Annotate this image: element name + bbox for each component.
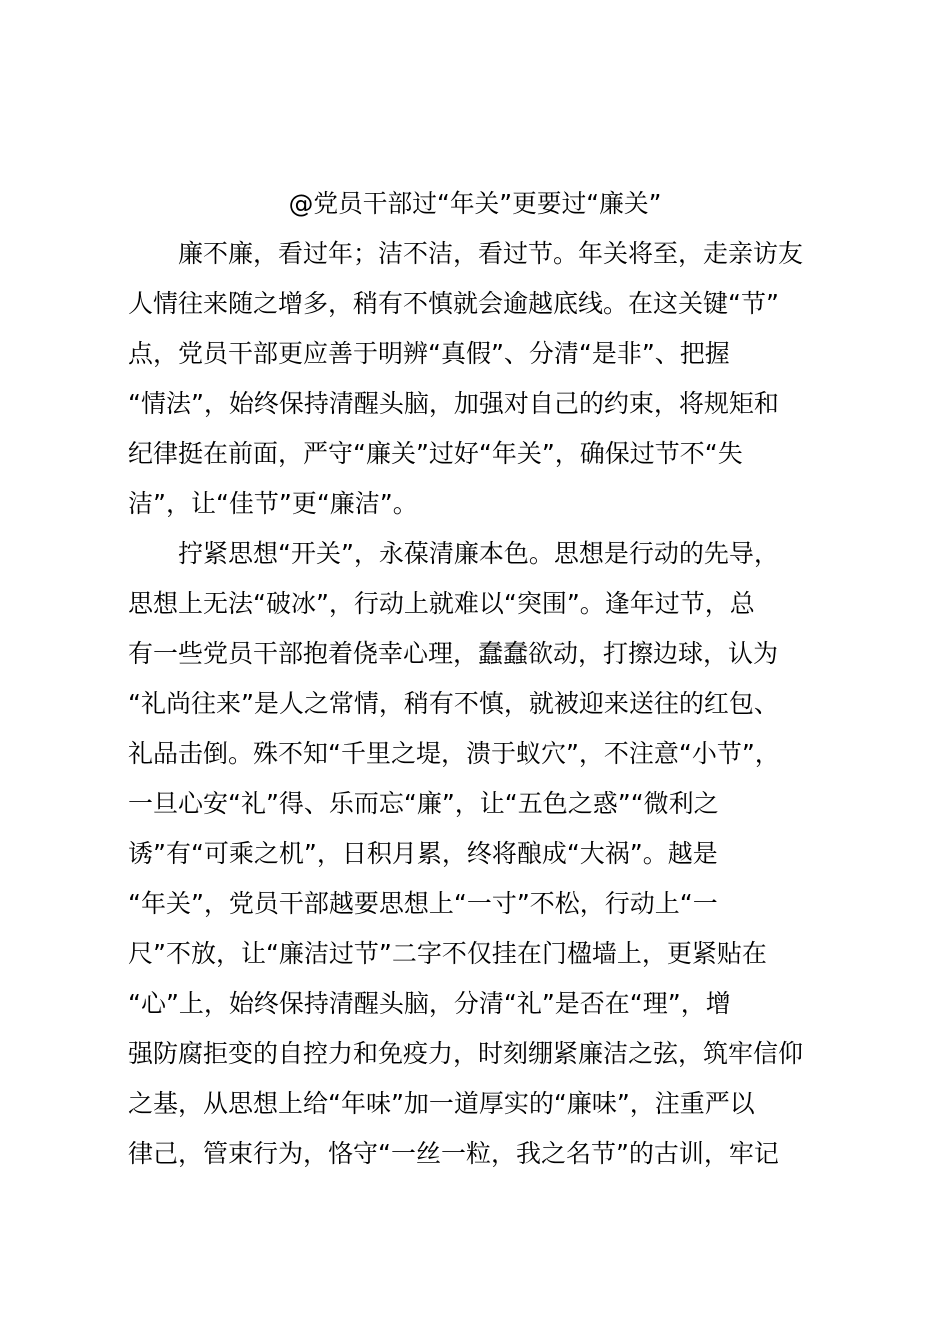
paragraph-line: 尺”不放，让“廉洁过节”二字不仅挂在门楹墙上，更紧贴在 bbox=[128, 939, 767, 968]
paragraph-line: 强防腐拒变的自控力和免疫力，时刻绷紧廉洁之弦，筑牢信仰 bbox=[128, 1039, 804, 1068]
paragraph-line: 有一些党员干部抱着侥幸心理，蠢蠢欲动，打擦边球，认为 bbox=[128, 639, 779, 668]
paragraph-line: 人情往来随之增多，稍有不慎就会逾越底线。在这关键“节” bbox=[128, 289, 779, 318]
paragraph-line: 一旦心安“礼”得、乐而忘“廉”，让“五色之惑”“微利之 bbox=[128, 789, 719, 818]
paragraph-line: 之基，从思想上给“年味”加一道厚实的“廉味”，注重严以 bbox=[128, 1089, 755, 1118]
document-title: @党员干部过“年关”更要过“廉关” bbox=[288, 189, 662, 218]
paragraph-line: 拧紧思想“开关”，永葆清廉本色。思想是行动的先导， bbox=[178, 539, 779, 568]
paragraph-line: 洁”，让“佳节”更“廉洁”。 bbox=[128, 489, 418, 518]
paragraph-line: 律己，管束行为，恪守“一丝一粒，我之名节”的古训，牢记 bbox=[128, 1139, 779, 1168]
paragraph-line: 诱”有“可乘之机”，日积月累，终将酿成“大祸”。越是 bbox=[128, 839, 718, 868]
paragraph-line: “礼尚往来”是人之常情，稍有不慎，就被迎来送往的红包、 bbox=[128, 689, 779, 718]
paragraph-line: 点，党员干部更应善于明辨“真假”、分清“是非”、把握 bbox=[128, 339, 730, 368]
paragraph-line: 纪律挺在前面，严守“廉关”过好“年关”，确保过节不“失 bbox=[128, 439, 743, 468]
paragraph-line: “心”上，始终保持清醒头脑，分清“礼”是否在“理”，增 bbox=[128, 989, 731, 1018]
paragraph-line: 礼品击倒。殊不知“千里之堤，溃于蚁穴”，不注意“小节”， bbox=[128, 739, 780, 768]
paragraph-line: “年关”，党员干部越要思想上“一寸”不松，行动上“一 bbox=[128, 889, 718, 918]
paragraph-line: 廉不廉，看过年；洁不洁，看过节。年关将至，走亲访友 bbox=[178, 239, 804, 268]
paragraph-line: “情法”，始终保持清醒头脑，加强对自己的约束，将规矩和 bbox=[128, 389, 779, 418]
paragraph-line: 思想上无法“破冰”，行动上就难以“突围”。逢年过节，总 bbox=[128, 589, 755, 618]
